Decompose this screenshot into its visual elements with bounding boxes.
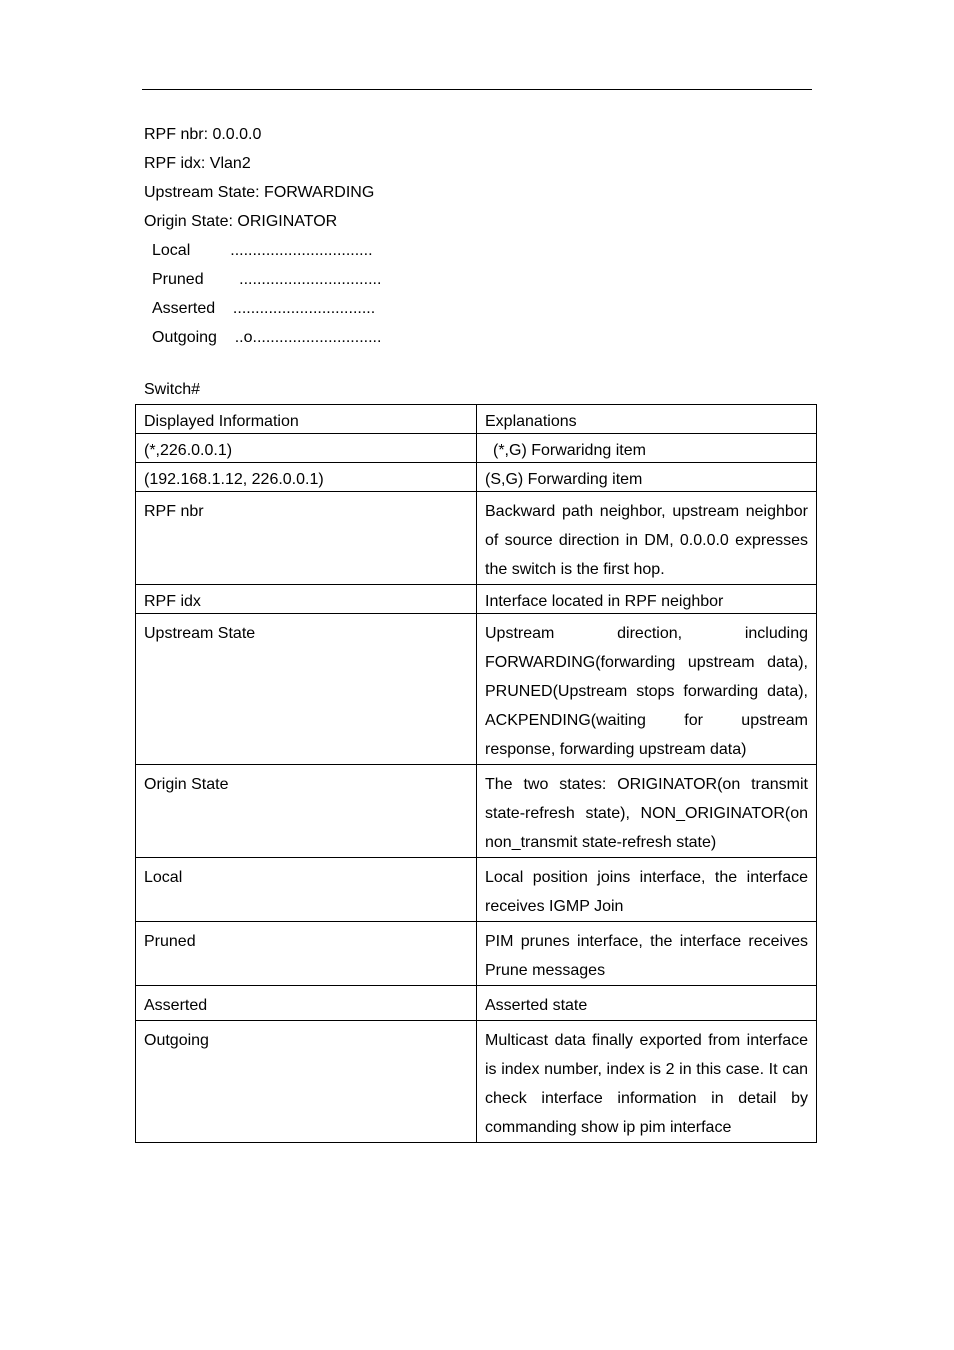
cli-output [144, 121, 381, 398]
table-header-row [136, 405, 817, 434]
table-row [136, 614, 817, 765]
row-explanation-text: (*,G) Forwaridng item [493, 442, 646, 459]
row-explanation [477, 434, 817, 463]
table-row [136, 858, 817, 922]
cli-line-pruned: Pruned ................................ [152, 271, 382, 288]
cli-line-local: Local ................................ [152, 242, 373, 259]
row-explanation: Asserted state [477, 986, 817, 1021]
cli-prompt: Switch# [144, 381, 201, 398]
header-displayed-information: Displayed Information [136, 405, 477, 434]
row-info: Pruned [136, 922, 477, 986]
row-explanation: Interface located in RPF neighbor [477, 585, 817, 614]
row-info: Origin State [136, 765, 477, 858]
row-explanation: Local position joins interface, the interface receives IGMP Join [477, 858, 817, 922]
table-row [136, 922, 817, 986]
table-row [136, 492, 817, 585]
table-row [136, 986, 817, 1021]
table-row [136, 434, 817, 463]
row-explanation: PIM prunes interface, the interface receives Prune messages [477, 922, 817, 986]
table-row [136, 463, 817, 492]
table-row [136, 585, 817, 614]
row-explanation: The two states: ORIGINATOR(on transmit state-refresh state), NON_ORIGINATOR(on non_transmit state-refresh state) [477, 765, 817, 858]
row-explanation: Backward path neighbor, upstream neighbor of source direction in DM, 0.0.0.0 expresses the switch is the first hop. [477, 492, 817, 585]
row-info: Asserted [136, 986, 477, 1021]
row-info: Upstream State [136, 614, 477, 765]
cli-line-origin-state: Origin State: ORIGINATOR [144, 213, 338, 230]
cli-gap [144, 353, 381, 382]
cli-line-asserted: Asserted ................................ [152, 300, 376, 317]
cli-line-rpf-idx: RPF idx: Vlan2 [144, 155, 251, 172]
row-info: (*,226.0.0.1) [136, 434, 477, 463]
row-info: Outgoing [136, 1021, 477, 1143]
info-table [135, 404, 817, 1143]
row-info: (192.168.1.12, 226.0.0.1) [136, 463, 477, 492]
cli-line-outgoing: Outgoing ..o............................. [152, 329, 382, 346]
header-explanations: Explanations [477, 405, 817, 434]
header-rule [142, 89, 812, 90]
row-info: Local [136, 858, 477, 922]
row-explanation: Upstream direction, including FORWARDING(forwarding upstream data), PRUNED(Upstream stops forwarding data), ACKPENDING(waiting for upstream response, forwarding upstream data) [477, 614, 817, 765]
cli-line-upstream-state: Upstream State: FORWARDING [144, 184, 375, 201]
row-explanation: Multicast data finally exported from interface is index number, index is 2 in this case. It can check interface information in detail by commanding show ip pim interface [477, 1021, 817, 1143]
row-info: RPF idx [136, 585, 477, 614]
row-info: RPF nbr [136, 492, 477, 585]
table-row [136, 765, 817, 858]
table-row [136, 1021, 817, 1143]
row-explanation: (S,G) Forwarding item [477, 463, 817, 492]
cli-line-rpf-nbr: RPF nbr: 0.0.0.0 [144, 126, 262, 143]
